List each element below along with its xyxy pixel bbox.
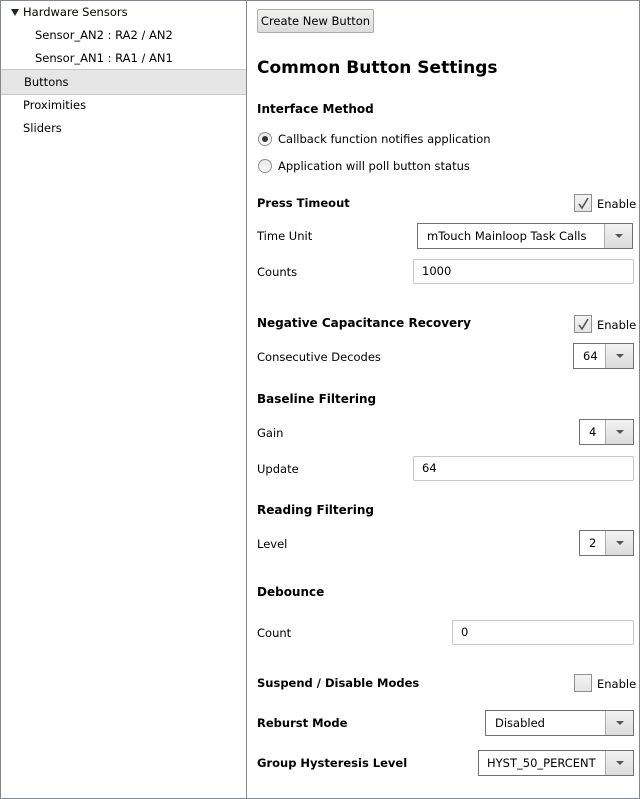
gain-dropdown[interactable]: 4 [579,419,634,445]
enable-label: Enable [597,318,637,332]
suspend-enable-checkbox[interactable] [574,674,592,692]
tree-item-proximities[interactable]: Proximities [23,98,87,112]
settings-panel: Create New Button Common Button Settings Interface Method Callback function notifies application Application will poll button status Press Timeout Enable Time Unit mTouch Mainloop Task Calls Counts 1000 Negative Capacitance Recovery Enable Consecutive Decodes 64 Baseline Filtering Gain 4 Update 64 Reading Filtering Level 2 Debounce Count 0 Suspend / Disable Modes Enable Reburst Mode Disabled Group Hysteresis Level HYST_50_PERCENT [247,1,639,798]
chevron-down-icon[interactable] [605,420,633,444]
update-input[interactable]: 64 [413,456,634,481]
consecutive-decodes-label: Consecutive Decodes [257,350,381,364]
time-unit-dropdown[interactable]: mTouch Mainloop Task Calls [417,223,633,249]
chevron-down-icon[interactable] [605,711,633,735]
reburst-mode-heading: Reburst Mode [257,716,348,730]
update-label: Update [257,462,299,476]
tree-item-hardware-sensors[interactable]: Hardware Sensors [1,1,246,24]
radio-button[interactable] [258,159,272,173]
enable-label: Enable [597,197,637,211]
counts-input[interactable]: 1000 [413,259,634,284]
negative-capacitance-enable-checkbox[interactable] [574,315,592,333]
tree-item-sensor-an1[interactable]: Sensor_AN1 : RA1 / AN1 [35,51,173,65]
tree-item-sliders[interactable]: Sliders [23,121,62,135]
counts-label: Counts [257,265,298,279]
debounce-heading: Debounce [257,585,325,599]
level-dropdown[interactable]: 2 [579,530,634,556]
radio-button[interactable] [258,132,272,146]
time-unit-label: Time Unit [257,229,313,243]
group-hysteresis-heading: Group Hysteresis Level [257,756,408,770]
tree-item-sensor-an2[interactable]: Sensor_AN2 : RA2 / AN2 [35,28,173,42]
tree-item-buttons[interactable]: Buttons [1,69,246,95]
press-timeout-enable-checkbox[interactable] [574,194,592,212]
baseline-filtering-heading: Baseline Filtering [257,392,377,406]
chevron-down-icon[interactable] [605,531,633,555]
interface-method-heading: Interface Method [257,102,374,116]
consecutive-decodes-dropdown[interactable]: 64 [573,343,634,369]
negative-capacitance-heading: Negative Capacitance Recovery [257,316,471,330]
press-timeout-heading: Press Timeout [257,196,350,210]
checkmark-icon [577,318,590,331]
page-title: Common Button Settings [257,58,498,78]
create-new-button[interactable]: Create New Button [257,9,374,33]
gain-label: Gain [257,426,284,440]
chevron-down-icon[interactable] [605,751,633,775]
level-label: Level [257,537,288,551]
reading-filtering-heading: Reading Filtering [257,503,374,517]
chevron-down-icon[interactable] [605,344,633,368]
group-hysteresis-dropdown[interactable]: HYST_50_PERCENT [478,750,634,776]
reburst-mode-dropdown[interactable]: Disabled [485,710,634,736]
debounce-count-input[interactable]: 0 [452,620,634,645]
suspend-modes-heading: Suspend / Disable Modes [257,676,420,690]
debounce-count-label: Count [257,626,292,640]
expand-triangle-icon[interactable] [11,9,19,16]
checkmark-icon [577,197,590,210]
enable-label: Enable [597,677,637,691]
chevron-down-icon[interactable] [604,224,632,248]
navigation-tree [1,1,246,798]
